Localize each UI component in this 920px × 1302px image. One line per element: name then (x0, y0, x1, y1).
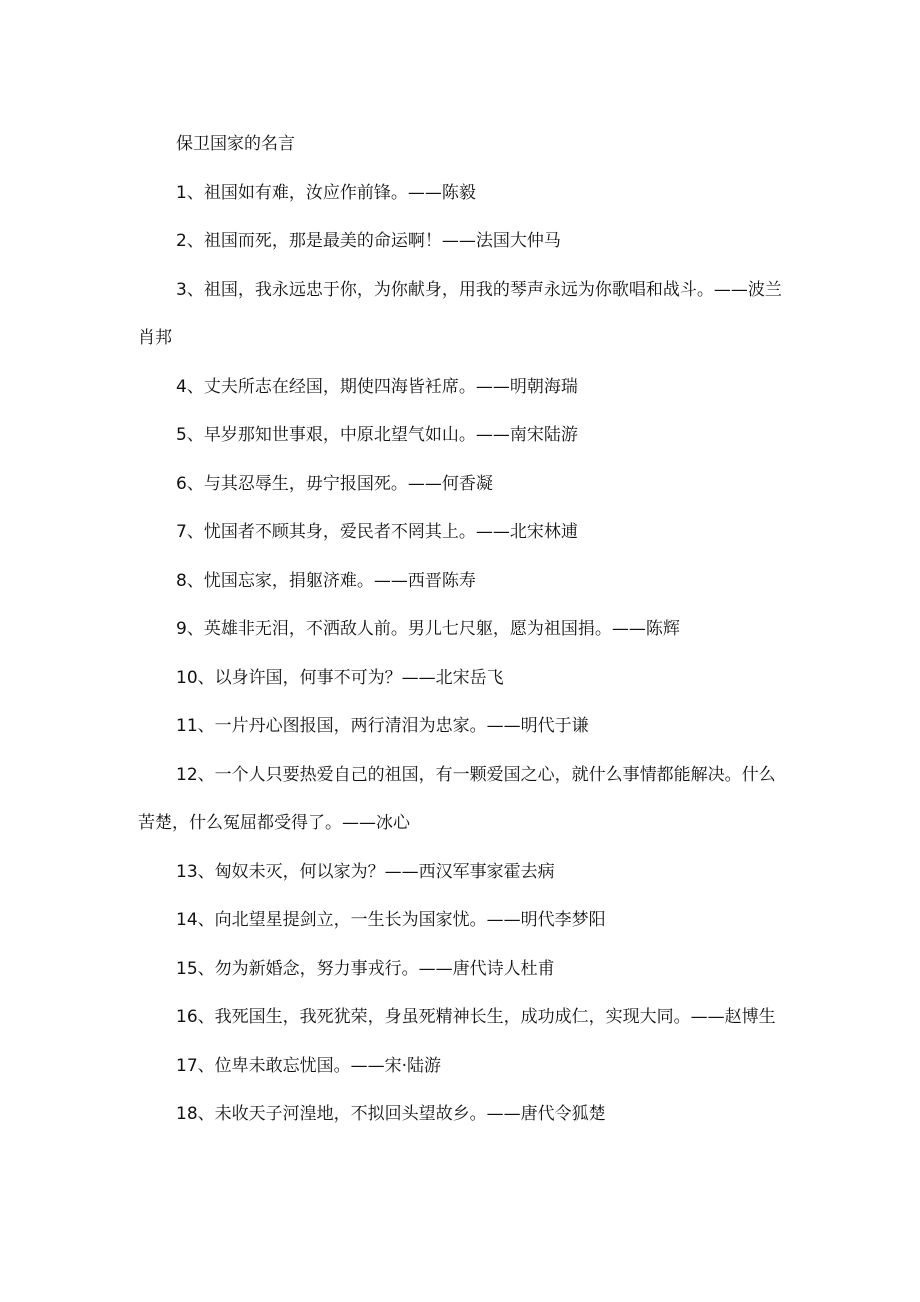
quote-17: 17、位卑未敢忘忧国。——宋·陆游 (176, 1055, 442, 1076)
quote-9: 9、英雄非无泪，不洒敌人前。男儿七尺躯，愿为祖国捐。——陈辉 (176, 619, 680, 639)
quote-8: 8、忧国忘家，捐躯济难。——西晋陈寿 (176, 570, 476, 591)
quote-16: 16、我死国生，我死犹荣，身虽死精神长生，成功成仁，实现大同。——赵博生 (176, 1007, 776, 1027)
quote-4: 4、丈夫所志在经国，期使四海皆衽席。——明朝海瑞 (176, 376, 578, 397)
quote-7: 7、忧国者不顾其身，爱民者不罔其上。——北宋林逋 (176, 522, 578, 542)
document-title: 保卫国家的名言 (176, 134, 295, 154)
quote-14: 14、向北望星提剑立，一生长为国家忧。——明代李梦阳 (176, 910, 606, 930)
quote-18: 18、未收天子河湟地，不拟回头望故乡。——唐代令狐楚 (176, 1104, 606, 1124)
quote-2: 2、祖国而死，那是最美的命运啊！——法国大仲马 (176, 231, 561, 251)
quote-3: 3、祖国，我永远忠于你，为你献身，用我的琴声永远为你歌唱和战斗。——波兰肖邦 (138, 279, 782, 348)
quote-11: 11、一片丹心图报国，两行清泪为忠家。——明代于谦 (176, 716, 589, 736)
quote-12: 12、一个人只要热爱自己的祖国，有一颗爱国之心，就什么事情都能解决。什么苦楚，什么冤屈都受得了。——冰心 (138, 764, 776, 833)
quote-1: 1、祖国如有难，汝应作前锋。——陈毅 (176, 182, 476, 203)
quote-15: 15、勿为新婚念，努力事戎行。——唐代诗人杜甫 (176, 958, 555, 979)
quote-10: 10、以身许国，何事不可为？——北宋岳飞 (176, 667, 504, 688)
quote-13: 13、匈奴未灭，何以家为？——西汉军事家霍去病 (176, 861, 555, 882)
document-body (138, 120, 788, 1139)
quote-5: 5、早岁那知世事艰，中原北望气如山。——南宋陆游 (176, 425, 578, 445)
quote-6: 6、与其忍辱生，毋宁报国死。——何香凝 (176, 473, 493, 494)
